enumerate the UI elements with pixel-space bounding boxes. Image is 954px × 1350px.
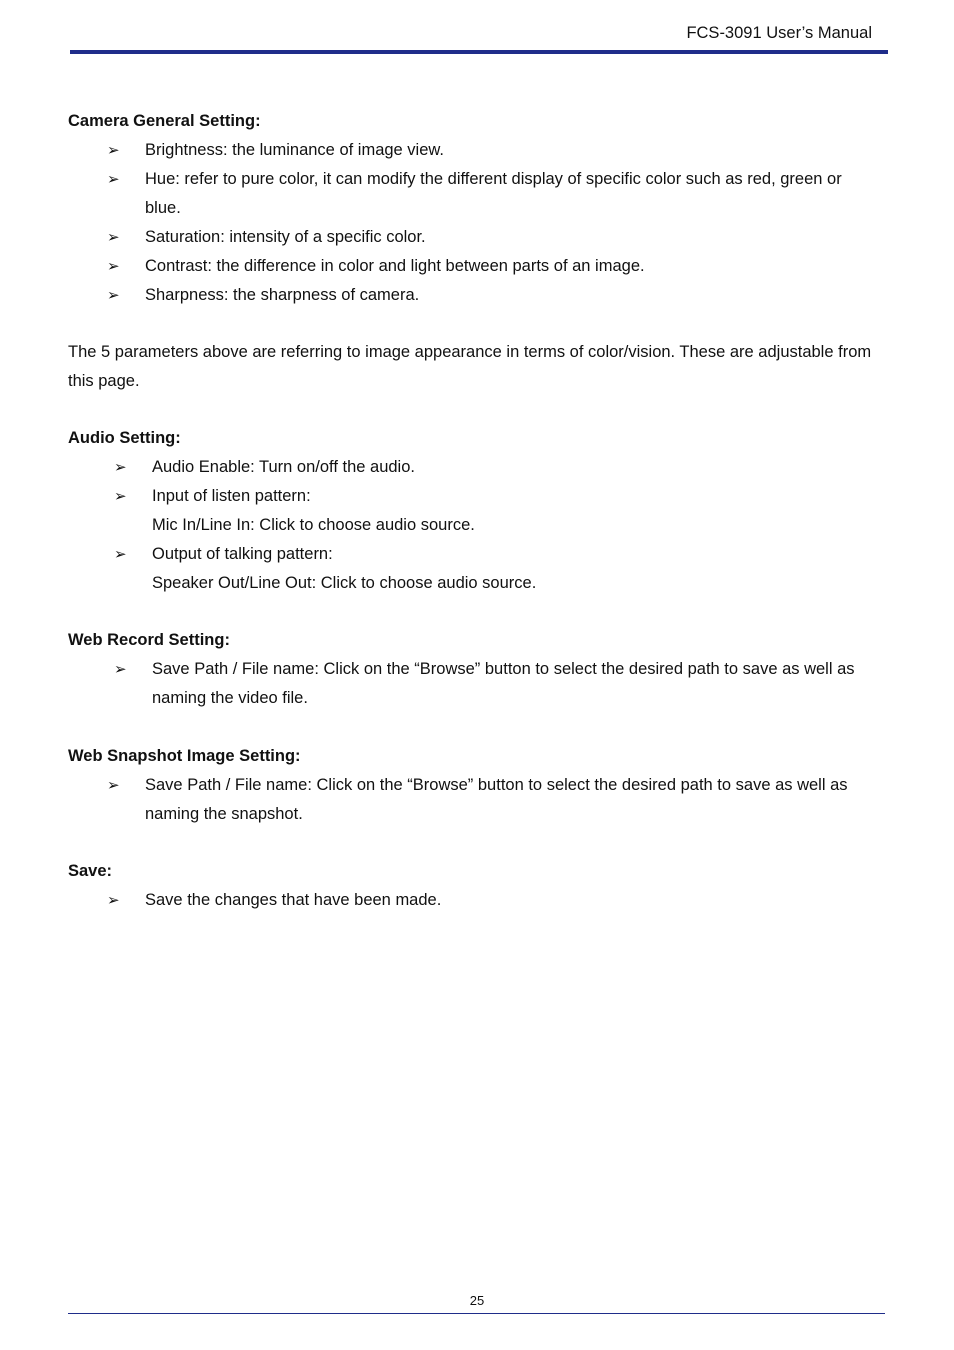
web-record-heading: Web Record Setting: [68, 631, 230, 649]
arrowhead-bullet-icon: ➢ [107, 142, 120, 159]
arrowhead-bullet-icon: ➢ [114, 459, 127, 476]
web-snapshot-list [68, 771, 888, 829]
camera-general-list [68, 136, 888, 310]
list-item: ➢ Brightness: the luminance of image view. [68, 136, 888, 165]
arrowhead-bullet-icon: ➢ [107, 892, 120, 909]
web-snapshot-section [68, 742, 888, 829]
header-divider [70, 50, 888, 54]
arrowhead-bullet-icon: ➢ [107, 777, 120, 794]
web-record-section [68, 626, 888, 713]
page-number: 25 [469, 1293, 485, 1308]
web-snapshot-heading: Web Snapshot Image Setting: [68, 747, 301, 765]
footer-divider [68, 1313, 885, 1314]
save-section [68, 857, 888, 915]
arrowhead-bullet-icon: ➢ [114, 661, 127, 678]
audio-list [68, 453, 888, 598]
list-item: ➢ Save the changes that have been made. [68, 886, 888, 915]
list-item: ➢ Input of listen pattern: Mic In/Line In: Click to choose audio source. [68, 482, 888, 540]
arrowhead-bullet-icon: ➢ [114, 488, 127, 505]
audio-section [68, 424, 888, 598]
list-item: ➢ Save Path / File name: Click on the “Browse” button to select the desired path to save as well as naming the video file. [68, 655, 888, 713]
manual-title: FCS-3091 User’s Manual [686, 24, 872, 42]
list-item: ➢ Audio Enable: Turn on/off the audio. [68, 453, 888, 482]
save-list [68, 886, 888, 915]
web-record-list [68, 655, 888, 713]
camera-summary-section [68, 338, 888, 396]
audio-output-detail: Speaker Out/Line Out: Click to choose audio source. [152, 574, 537, 592]
camera-general-section [68, 107, 888, 310]
arrowhead-bullet-icon: ➢ [107, 287, 120, 304]
arrowhead-bullet-icon: ➢ [107, 171, 120, 188]
list-item: ➢ Contrast: the difference in color and light between parts of an image. [68, 252, 888, 281]
list-item: ➢ Output of talking pattern: Speaker Out/Line Out: Click to choose audio source. [68, 540, 888, 598]
arrowhead-bullet-icon: ➢ [107, 258, 120, 275]
camera-general-heading: Camera General Setting: [68, 112, 261, 130]
camera-summary-paragraph: The 5 parameters above are referring to image appearance in terms of color/vision. These are adjustable from this page. [68, 343, 872, 390]
arrowhead-bullet-icon: ➢ [107, 229, 120, 246]
save-heading: Save: [68, 862, 113, 880]
audio-heading: Audio Setting: [68, 429, 181, 447]
list-item: ➢ Sharpness: the sharpness of camera. [68, 281, 888, 310]
list-item: ➢ Saturation: intensity of a specific color. [68, 223, 888, 252]
audio-input-detail: Mic In/Line In: Click to choose audio source. [152, 516, 475, 534]
list-item: ➢ Save Path / File name: Click on the “Browse” button to select the desired path to save as well as naming the snapshot. [68, 771, 888, 829]
arrowhead-bullet-icon: ➢ [114, 546, 127, 563]
list-item: ➢ Hue: refer to pure color, it can modify the different display of specific color such as red, green or blue. [68, 165, 888, 223]
